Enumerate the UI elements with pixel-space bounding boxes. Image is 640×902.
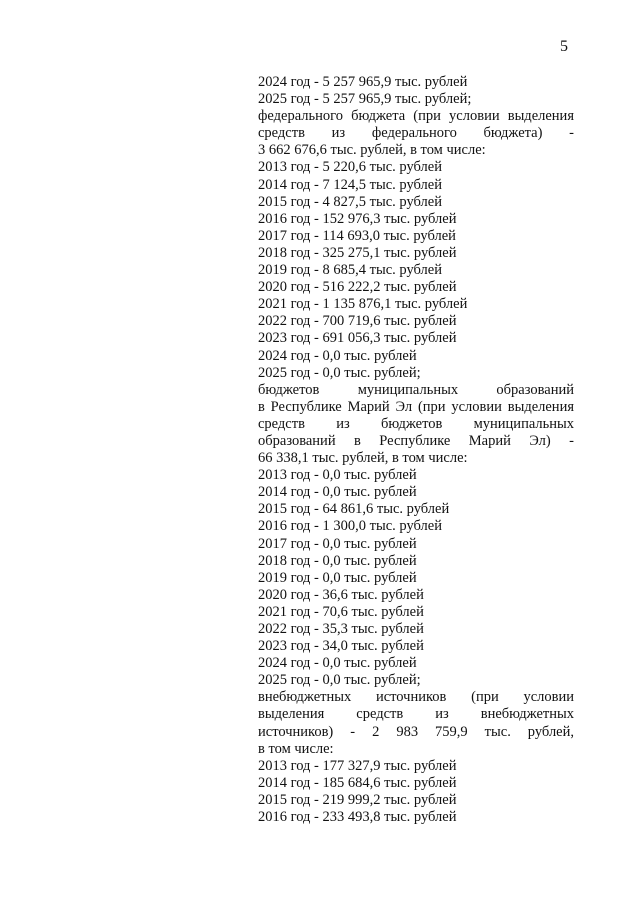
text-line: 2024 год - 5 257 965,9 тыс. рублей [258, 74, 468, 90]
document-body [258, 74, 574, 826]
text-line: 2017 год - 0,0 тыс. рублей [258, 535, 417, 552]
page-number: 5 [560, 38, 568, 55]
text-line: 2015 год - 219 999,2 тыс. рублей [258, 791, 457, 808]
text-line: 2025 год - 5 257 965,9 тыс. рублей; [258, 91, 472, 108]
text-line: 2013 год - 5 220,6 тыс. рублей [258, 159, 442, 176]
text-line: 3 662 676,6 тыс. рублей, в том числе: [258, 142, 486, 159]
text-line: 2021 год - 70,6 тыс. рублей [258, 603, 424, 620]
text-line: федерального бюджета (при условии выделения [258, 108, 574, 125]
text-line: 2024 год - 0,0 тыс. рублей [258, 655, 417, 672]
text-line: средств из федерального бюджета) - [258, 125, 574, 142]
text-line: 2018 год - 325 275,1 тыс. рублей [258, 244, 457, 261]
text-line: 2024 год - 0,0 тыс. рублей [258, 347, 417, 364]
text-line: 2015 год - 64 861,6 тыс. рублей [258, 501, 450, 518]
text-line: средств из бюджетов муниципальных [258, 415, 574, 432]
text-line: 2013 год - 0,0 тыс. рублей [258, 467, 417, 484]
text-line: 2020 год - 36,6 тыс. рублей [258, 586, 424, 603]
text-line: 2018 год - 0,0 тыс. рублей [258, 552, 417, 569]
text-line: 2017 год - 114 693,0 тыс. рублей [258, 227, 456, 244]
text-line: в Республике Марий Эл (при условии выделения [258, 398, 574, 415]
text-line: источников) - 2 983 759,9 тыс. рублей, [258, 723, 574, 740]
text-line: 2022 год - 35,3 тыс. рублей [258, 621, 424, 637]
text-line: 2019 год - 8 685,4 тыс. рублей [258, 262, 442, 279]
text-line: 2025 год - 0,0 тыс. рублей; [258, 364, 421, 381]
text-line: 2021 год - 1 135 876,1 тыс. рублей [258, 296, 468, 313]
text-line: 2016 год - 152 976,3 тыс. рублей [258, 210, 457, 227]
text-line: 2022 год - 700 719,6 тыс. рублей [258, 313, 457, 330]
text-line: 2020 год - 516 222,2 тыс. рублей [258, 279, 457, 296]
text-line: 2025 год - 0,0 тыс. рублей; [258, 672, 421, 689]
text-line: внебюджетных источников (при условии [258, 689, 574, 706]
text-line: 2014 год - 185 684,6 тыс. рублей [258, 774, 457, 791]
text-line: образований в Республике Марий Эл) - [258, 432, 574, 449]
text-line: 66 338,1 тыс. рублей, в том числе: [258, 450, 468, 467]
text-line: 2023 год - 691 056,3 тыс. рублей [258, 330, 457, 347]
text-line: выделения средств из внебюджетных [258, 706, 574, 723]
text-line: 2016 год - 233 493,8 тыс. рублей [258, 809, 457, 826]
text-line: 2023 год - 34,0 тыс. рублей [258, 638, 424, 655]
text-line: в том числе: [258, 740, 334, 757]
text-line: бюджетов муниципальных образований [258, 381, 574, 398]
text-line: 2015 год - 4 827,5 тыс. рублей [258, 193, 442, 210]
text-line: 2014 год - 0,0 тыс. рублей [258, 484, 417, 501]
text-line: 2013 год - 177 327,9 тыс. рублей [258, 757, 457, 774]
text-line: 2019 год - 0,0 тыс. рублей [258, 569, 417, 586]
text-line: 2014 год - 7 124,5 тыс. рублей [258, 176, 442, 193]
text-line: 2016 год - 1 300,0 тыс. рублей [258, 518, 442, 535]
